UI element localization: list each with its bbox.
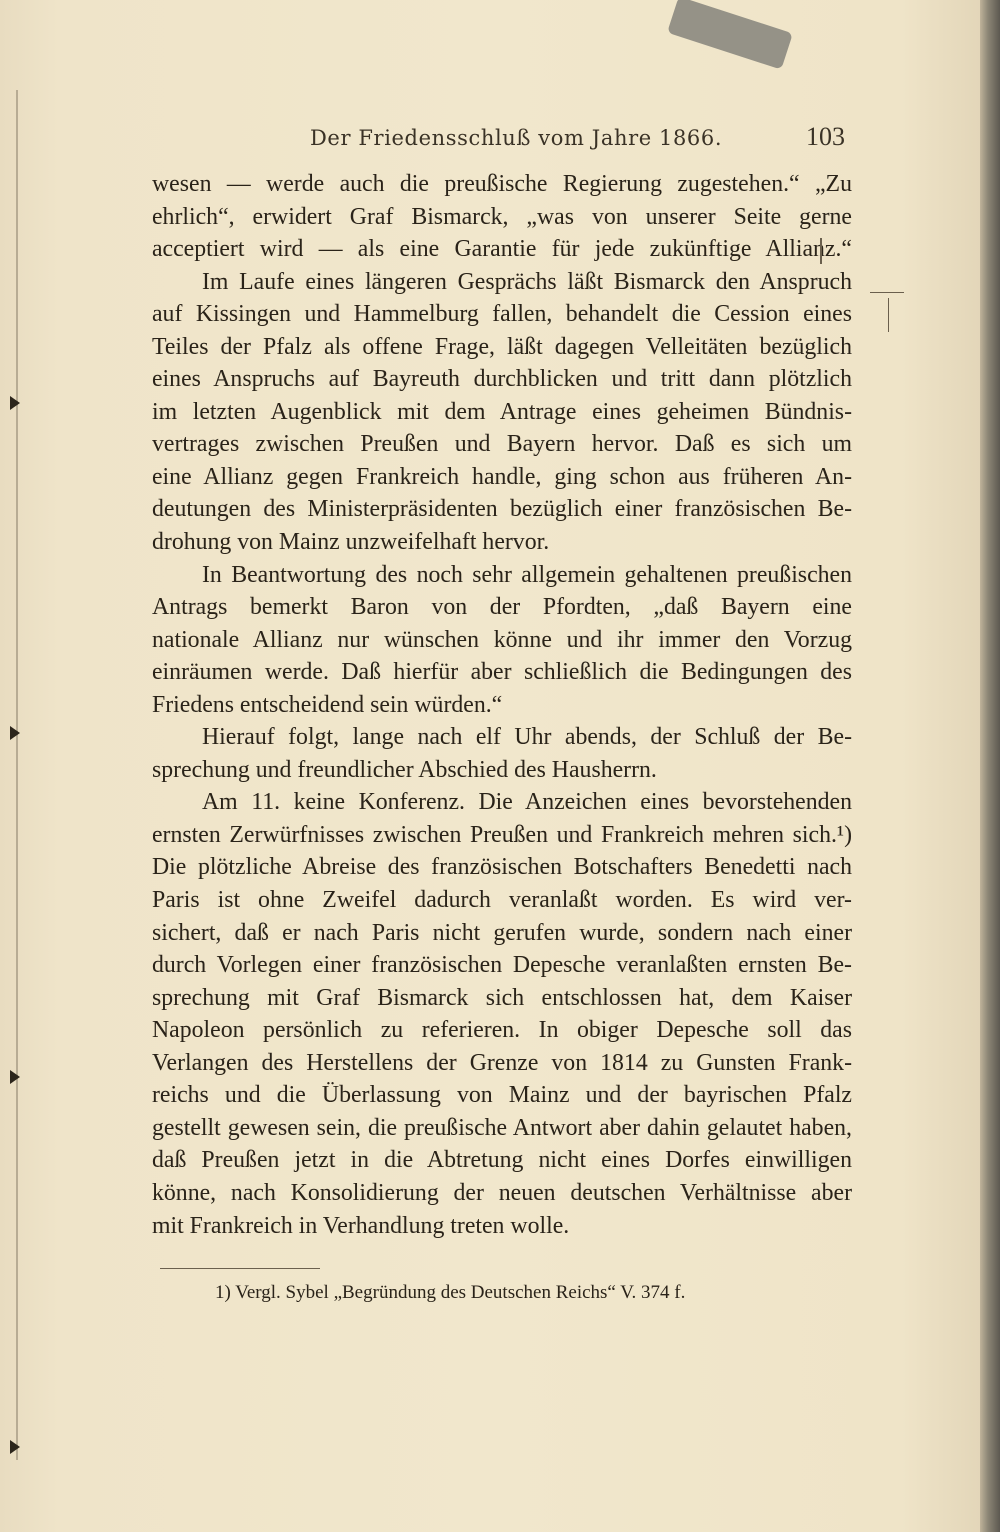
binding-thread-mark [10, 396, 20, 410]
text-line: durch Vorlegen einer französischen Depesche veranlaßten ernsten Be- [152, 952, 852, 979]
binding-thread-mark [10, 1440, 20, 1454]
binding-thread-mark [10, 1070, 20, 1084]
scan-right-edge [980, 0, 1000, 1532]
text-line: ernsten Zerwürfnisses zwischen Preußen und Frankreich mehren sich.¹) [152, 821, 852, 848]
text-line: Am 11. keine Konferenz. Die Anzeichen eines bevorstehenden [202, 789, 852, 816]
text-line: könne, nach Konsolidierung der neuen deutschen Verhältnisse aber [152, 1179, 852, 1206]
text-line: deutungen des Ministerpräsidenten bezüglich einer französischen Be- [152, 496, 852, 523]
body-text [152, 168, 852, 1242]
text-line: Die plötzliche Abreise des französischen Botschafters Benedetti nach [152, 854, 852, 881]
text-line: Antrags bemerkt Baron von der Pfordten, „daß Bayern eine [152, 594, 852, 621]
page-number: 103 [806, 122, 845, 151]
footnote-rule [160, 1268, 320, 1269]
text-line: In Beantwortung des noch sehr allgemein gehaltenen preußischen [202, 561, 852, 588]
pencil-margin-mark [888, 298, 889, 332]
text-line: sprechung mit Graf Bismarck sich entschlossen hat, dem Kaiser [152, 984, 852, 1011]
text-line: sprechung und freundlicher Abschied des Hausherrn. [152, 756, 657, 783]
binding-thread-mark [10, 726, 20, 740]
text-line: eines Anspruchs auf Bayreuth durchblicken und tritt dann plötzlich [152, 366, 852, 393]
text-line: vertrages zwischen Preußen und Bayern hervor. Daß es sich um [152, 431, 852, 458]
text-line: eine Allianz gegen Frankreich handle, ging schon aus früheren An- [152, 463, 852, 490]
text-line: Friedens entscheidend sein würden.“ [152, 691, 503, 718]
pencil-margin-mark [812, 238, 822, 264]
footnote: 1) Vergl. Sybel „Begründung des Deutschen Reichs“ V. 374 f. [215, 1282, 686, 1303]
text-line: gestellt gewesen sein, die preußische Antwort aber dahin gelautet haben, [152, 1114, 852, 1141]
binding-gutter [16, 90, 18, 1460]
text-line: wesen — werde auch die preußische Regierung zugestehen.“ „Zu [152, 171, 852, 197]
text-line: nationale Allianz nur wünschen könne und ihr immer den Vorzug [152, 626, 852, 653]
running-title: Der Friedensschluß vom Jahre 1866. [310, 126, 723, 150]
text-line: drohung von Mainz unzweifelhaft hervor. [152, 529, 550, 556]
text-line: Teiles der Pfalz als offene Frage, läßt dagegen Velleitäten bezüglich [152, 333, 852, 360]
text-line: daß Preußen jetzt in die Abtretung nicht eines Dorfes einwilligen [152, 1147, 852, 1174]
text-line: Paris ist ohne Zweifel dadurch veranlaßt worden. Es wird ver- [152, 887, 852, 914]
text-line: acceptiert wird — als eine Garantie für jede zukünftige Allianz.“ [152, 236, 852, 263]
text-line: Im Laufe eines längeren Gesprächs läßt Bismarck den Anspruch [202, 268, 852, 295]
text-line: auf Kissingen und Hammelburg fallen, behandelt die Cession eines [152, 301, 852, 328]
text-line: sichert, daß er nach Paris nicht gerufen wurde, sondern nach einer [152, 919, 852, 946]
text-line: im letzten Augenblick mit dem Antrage eines geheimen Bündnis- [152, 398, 852, 425]
text-line: Napoleon persönlich zu referieren. In obiger Depesche soll das [152, 1017, 852, 1044]
text-line: reichs und die Überlassung von Mainz und der bayrischen Pfalz [152, 1082, 852, 1109]
running-head [160, 122, 845, 156]
text-line: Hierauf folgt, lange nach elf Uhr abends, der Schluß der Be- [202, 724, 852, 751]
pencil-margin-mark [870, 292, 904, 293]
text-line: einräumen werde. Daß hierfür aber schließlich die Bedingungen des [152, 659, 852, 686]
text-line: ehrlich“, erwidert Graf Bismarck, „was von unserer Seite gerne [152, 203, 852, 230]
text-line: Verlangen des Herstellens der Grenze von 1814 zu Gunsten Frank- [152, 1049, 852, 1076]
text-line: mit Frankreich in Verhandlung treten wolle. [152, 1212, 570, 1239]
